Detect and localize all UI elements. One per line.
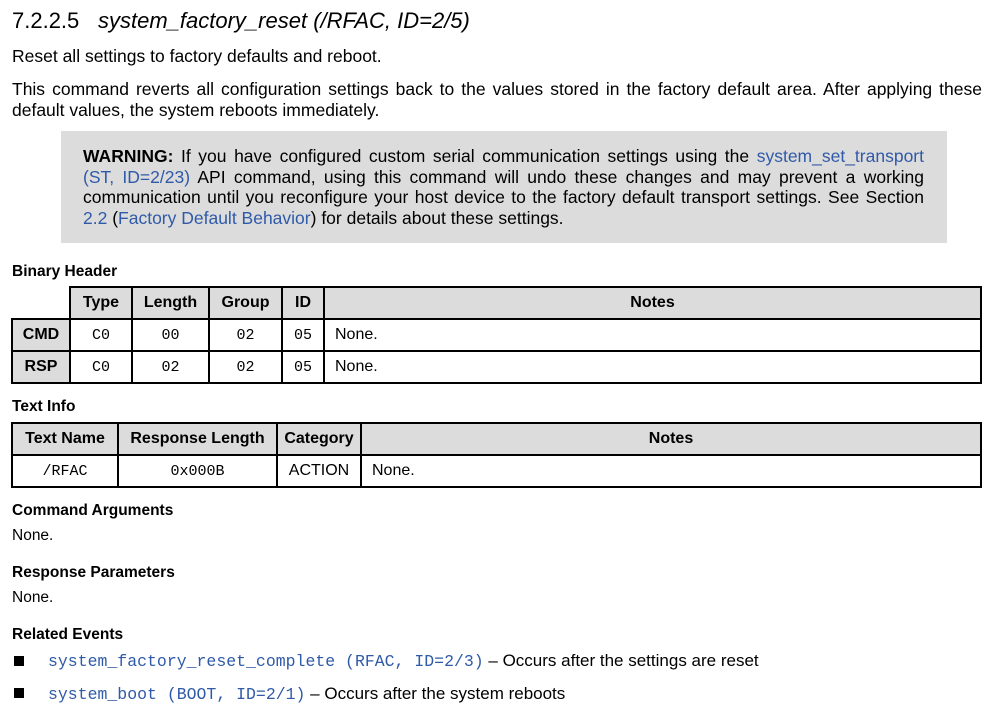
command-arguments-value: None. bbox=[12, 527, 54, 544]
text-info-table bbox=[11, 422, 982, 488]
event-link[interactable]: system_boot (BOOT, ID=2/1) bbox=[48, 685, 306, 704]
table-row bbox=[12, 351, 981, 383]
table-cell: /RFAC bbox=[12, 455, 118, 487]
table-cell: ACTION bbox=[277, 455, 361, 487]
table-row bbox=[12, 319, 981, 351]
list-item bbox=[48, 684, 565, 704]
factory-default-behavior-link[interactable]: Factory Default Behavior bbox=[118, 207, 311, 228]
transport-command-link[interactable]: system_set_transport (ST, ID=2/23) bbox=[83, 146, 924, 187]
table-cell: 05 bbox=[282, 319, 324, 351]
warning-text-1: If you have configured custom serial communication settings using the bbox=[173, 146, 757, 166]
column-header: Notes bbox=[361, 423, 981, 455]
text-info-label: Text Info bbox=[12, 398, 76, 415]
table-cell: 02 bbox=[209, 351, 282, 383]
description-text: This command reverts all configuration settings back to the values stored in the factory default area. After applying these default values, the system reboots immediately. bbox=[12, 79, 982, 120]
bullet-icon bbox=[14, 688, 24, 698]
response-parameters-value: None. bbox=[12, 589, 54, 606]
event-description: – Occurs after the settings are reset bbox=[483, 651, 759, 670]
event-description: – Occurs after the system reboots bbox=[305, 684, 566, 703]
column-header: ID bbox=[282, 287, 324, 319]
binary-header-label: Binary Header bbox=[12, 263, 118, 280]
table-cell: C0 bbox=[70, 319, 132, 351]
related-events-label: Related Events bbox=[12, 626, 124, 643]
table-cell: C0 bbox=[70, 351, 132, 383]
column-header: Response Length bbox=[118, 423, 277, 455]
column-header: Length bbox=[132, 287, 209, 319]
list-item bbox=[48, 651, 759, 671]
column-header: Notes bbox=[324, 287, 981, 319]
table-corner bbox=[12, 287, 70, 319]
column-header: Type bbox=[70, 287, 132, 319]
section-title: system_factory_reset (/RFAC, ID=2/5) bbox=[98, 8, 470, 33]
summary-text: Reset all settings to factory defaults and reboot. bbox=[12, 46, 382, 66]
table-cell: 02 bbox=[209, 319, 282, 351]
warning-text-3: ( bbox=[107, 207, 119, 228]
column-header: Category bbox=[277, 423, 361, 455]
table-cell: 0x000B bbox=[118, 455, 277, 487]
table-row bbox=[12, 455, 981, 487]
warning-text-4: ) for details about these settings. bbox=[310, 207, 564, 228]
column-header: Group bbox=[209, 287, 282, 319]
table-cell: None. bbox=[324, 351, 981, 383]
row-header: CMD bbox=[12, 319, 70, 351]
command-arguments-label: Command Arguments bbox=[12, 502, 174, 519]
table-cell: None. bbox=[324, 319, 981, 351]
binary-header-table bbox=[11, 286, 982, 384]
row-header: RSP bbox=[12, 351, 70, 383]
section-number: 7.2.2.5 bbox=[12, 8, 80, 33]
table-cell: None. bbox=[361, 455, 981, 487]
warning-label: WARNING: bbox=[83, 146, 174, 166]
warning-text-2: API command, using this command will undo these changes and may prevent a working communication until you reconfigure your host device to the factory default transport settings. See Section bbox=[83, 166, 924, 207]
bullet-icon bbox=[14, 656, 24, 666]
table-cell: 02 bbox=[132, 351, 209, 383]
response-parameters-label: Response Parameters bbox=[12, 564, 175, 581]
table-cell: 05 bbox=[282, 351, 324, 383]
column-header: Text Name bbox=[12, 423, 118, 455]
section-2-2-link[interactable]: 2.2 bbox=[83, 207, 108, 228]
table-cell: 00 bbox=[132, 319, 209, 351]
event-link[interactable]: system_factory_reset_complete (RFAC, ID=2/3) bbox=[48, 652, 484, 671]
warning-box bbox=[61, 131, 947, 243]
section-heading bbox=[12, 8, 470, 34]
